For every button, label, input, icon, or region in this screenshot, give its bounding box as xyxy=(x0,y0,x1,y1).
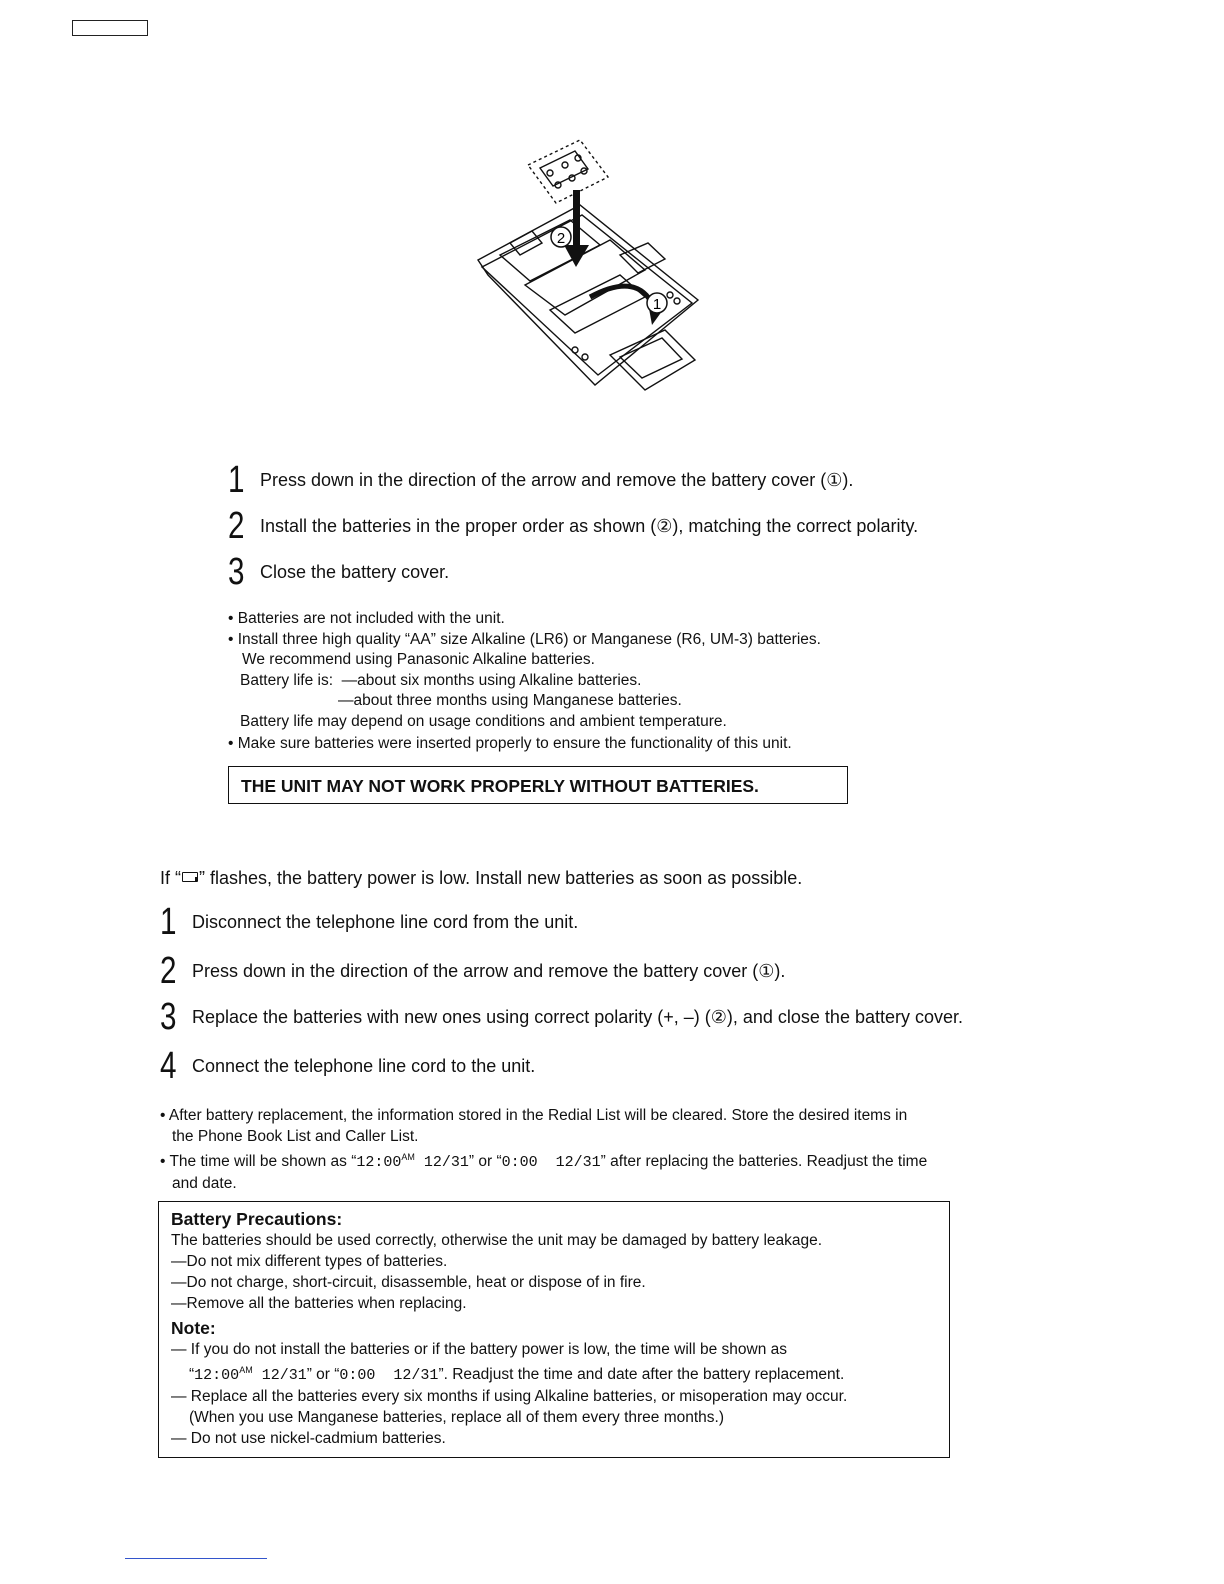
note-line: • After battery replacement, the information stored in the Redial List will be cleared. Store the desired items in xyxy=(160,1107,908,1124)
callout-1-label: 1 xyxy=(652,296,662,313)
time-note-or: ” or “ xyxy=(468,1153,502,1170)
step-number: 4 xyxy=(160,1045,177,1087)
time-note xyxy=(160,1147,927,1174)
low-battery-intro xyxy=(160,868,802,889)
step-text: Connect the telephone line cord to the unit. xyxy=(192,1055,536,1076)
step-number: 3 xyxy=(160,996,177,1038)
step-text: Disconnect the telephone line cord from the unit. xyxy=(192,911,579,932)
step-number: 3 xyxy=(228,551,245,593)
battery-precautions-box xyxy=(158,1201,950,1458)
note-line: — If you do not install the batteries or if the battery power is low, the time will be shown as xyxy=(171,1341,787,1358)
note-line: the Phone Book List and Caller List. xyxy=(172,1127,419,1145)
precautions-title: Battery Precautions: xyxy=(171,1209,343,1229)
precaution-line: —Do not charge, short-circuit, disassemble, heat or dispose of in fire. xyxy=(171,1274,646,1291)
footer-rule xyxy=(125,1558,267,1559)
time-display-a: 12:00 xyxy=(356,1154,402,1171)
step-text: Replace the batteries with new ones using correct polarity (+, –) (②), and close the battery cover. xyxy=(192,1006,964,1027)
date-display-a: 12/31 xyxy=(414,1154,469,1171)
battery-install-illustration xyxy=(470,135,710,395)
note-line: • Batteries are not included with the unit. xyxy=(228,610,505,627)
precaution-line: The batteries should be used correctly, otherwise the unit may be damaged by battery leakage. xyxy=(171,1232,823,1249)
install-step-3 xyxy=(228,553,449,591)
replace-step-2 xyxy=(160,952,785,990)
step-text: Press down in the direction of the arrow and remove the battery cover (①). xyxy=(260,469,854,490)
replace-notes xyxy=(160,1106,927,1194)
note-line: (When you use Manganese batteries, replace all of them every three months.) xyxy=(189,1409,725,1426)
step-number: 1 xyxy=(160,901,177,943)
callout-2-label: 2 xyxy=(556,230,566,247)
step-text: Press down in the direction of the arrow and remove the battery cover (①). xyxy=(192,960,786,981)
step-number: 1 xyxy=(228,459,245,501)
note-title: Note: xyxy=(171,1318,216,1338)
time-display-b: 0:00 12/31 xyxy=(501,1154,601,1171)
install-notes xyxy=(228,609,821,755)
time-display-b: 0:00 12/31 xyxy=(339,1367,439,1384)
note-line: • Make sure batteries were inserted properly to ensure the functionality of this unit. xyxy=(228,735,792,752)
am-indicator: AM xyxy=(401,1152,415,1162)
intro-pre: If “ xyxy=(160,868,181,888)
install-step-2 xyxy=(228,507,918,545)
header-label-box xyxy=(72,20,148,36)
battery-life-manganese: —about three months using Manganese batteries. xyxy=(338,692,682,709)
note-line: Battery life may depend on usage conditions and ambient temperature. xyxy=(240,712,727,730)
precaution-line: —Remove all the batteries when replacing. xyxy=(171,1295,467,1312)
precaution-line: —Do not mix different types of batteries. xyxy=(171,1253,448,1270)
intro-post: ” flashes, the battery power is low. Install new batteries as soon as possible. xyxy=(199,868,803,888)
note-time-line: “$12:00^{AM}$ 12/31” or “0:00 12/31”. Readjust the time and date after the battery replacement. xyxy=(189,1365,845,1384)
note-line: • Install three high quality “AA” size Alkaline (LR6) or Manganese (R6, UM-3) batteries. xyxy=(228,630,821,648)
battery-life-label: Battery life is: xyxy=(240,671,334,689)
am-indicator: AM xyxy=(239,1365,253,1375)
replace-step-4 xyxy=(160,1047,535,1085)
note-line: and date. xyxy=(172,1174,237,1192)
battery-life-alkaline: —about six months using Alkaline batteries. xyxy=(341,671,642,689)
install-step-1 xyxy=(228,461,853,499)
date-display-a: 12/31 xyxy=(252,1367,307,1384)
warning-box: THE UNIT MAY NOT WORK PROPERLY WITHOUT BATTERIES. xyxy=(228,766,848,804)
replace-step-1 xyxy=(160,903,578,941)
time-display-a: 12:00 xyxy=(194,1367,240,1384)
step-number: 2 xyxy=(228,505,245,547)
note-line: — Replace all the batteries every six months if using Alkaline batteries, or misoperation may occur. xyxy=(171,1388,848,1405)
note-time-post: ”. Readjust the time and date after the battery replacement. xyxy=(438,1366,845,1383)
step-number: 2 xyxy=(160,950,177,992)
time-note-or: ” or “ xyxy=(306,1366,340,1383)
time-note-pre: • The time will be shown as “ xyxy=(160,1153,357,1170)
replace-step-3 xyxy=(160,998,963,1036)
time-note-post: ” after replacing the batteries. Readjust the time xyxy=(600,1153,928,1170)
note-line: We recommend using Panasonic Alkaline batteries. xyxy=(242,651,595,668)
note-line: — Do not use nickel-cadmium batteries. xyxy=(171,1430,446,1447)
low-battery-icon xyxy=(182,872,198,882)
step-text: Install the batteries in the proper order as shown (②), matching the correct polarity. xyxy=(260,515,919,536)
step-text: Close the battery cover. xyxy=(260,561,450,582)
